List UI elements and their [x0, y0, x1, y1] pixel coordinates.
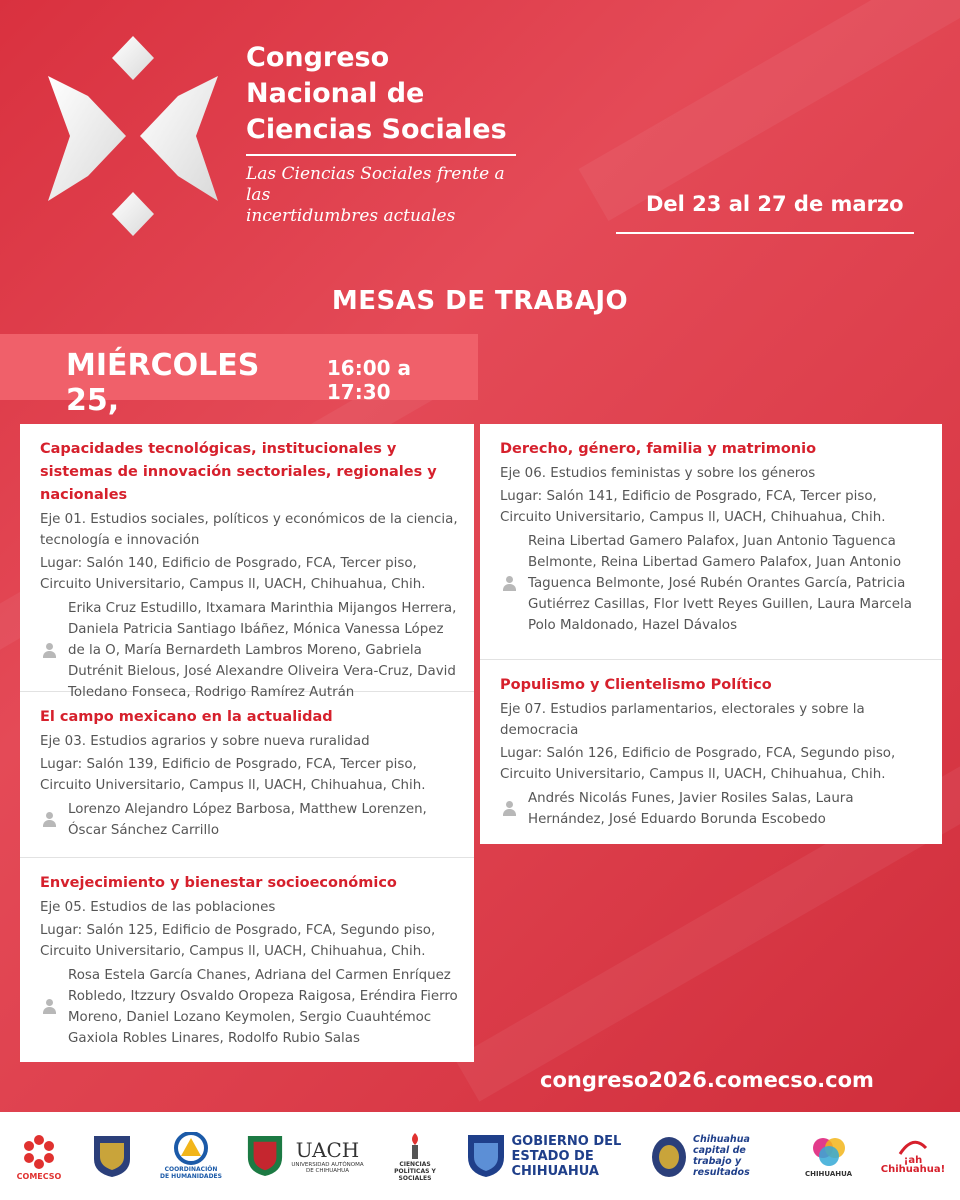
gobierno-chihuahua-logo-text: GOBIERNO DEL ESTADO DE CHIHUAHUA	[511, 1133, 622, 1179]
mesa-participants	[40, 598, 458, 703]
chihuahua-state-shield-icon	[466, 1133, 506, 1179]
participants-list: Rosa Estela García Chanes, Adriana del Carmen Enríquez Robledo, Itzzury Osvaldo Oropeza Raigosa, Eréndira Fierro Moreno, Daniel Lozano Keymolen, Sergio Cuauhtémoc Gaxiola Robles Linares, Rodolfo Rubio Salas	[68, 968, 458, 1046]
mesa-eje: Eje 07. Estudios parlamentarios, electorales y sobre la democracia	[500, 702, 865, 738]
unam-logo	[87, 1121, 137, 1191]
uach-sub-logo-text: UNIVERSIDAD AUTÓNOMA DE CHIHUAHUA	[291, 1162, 364, 1174]
unam-shield-icon	[91, 1133, 133, 1179]
congress-url-link[interactable]: congreso2026.comecso.com	[540, 1068, 874, 1092]
comecso-logo	[14, 1121, 64, 1191]
mesa-participants	[40, 965, 458, 1049]
person-icon	[40, 642, 62, 660]
roman-numeral-x-logo	[48, 36, 218, 236]
congress-title-block	[246, 40, 526, 227]
chihuahua-municipal-shield-icon	[649, 1133, 689, 1179]
sponsor-footer	[0, 1112, 960, 1200]
ciencias-politicas-logo	[388, 1121, 442, 1191]
uach-logo-text: UACH	[295, 1138, 360, 1162]
participants-list: Reina Libertad Gamero Palafox, Juan Antonio Taguenca Belmonte, Reina Libertad Gamero Palafox, Juan Antonio Taguenca Belmonte, José Rubén Orantes García, Patricia Gutiérrez Casillas, Flor Ivett Reyes Guillen, Laura Marcela Polo Maldonado, Hazel Dávalos	[528, 534, 912, 633]
chihuahua-capital-logo-text: Chihuahua capital de trabajo y resultados	[693, 1134, 750, 1178]
right-mesas-card	[480, 424, 942, 844]
mesa-eje: Eje 01. Estudios sociales, políticos y económicos de la ciencia, tecnología e innovación	[40, 512, 458, 548]
congress-title-line-1: Congreso	[246, 42, 390, 73]
person-icon	[500, 800, 522, 818]
congress-title-line-3: Ciencias Sociales	[246, 114, 507, 145]
gobierno-chihuahua-logo	[465, 1121, 625, 1191]
mesa-item	[20, 858, 474, 1059]
chihuahua-convenciones-logo	[800, 1121, 858, 1191]
congress-title-line-2: Nacional de	[246, 78, 425, 109]
mesa-lugar: Lugar: Salón 141, Edificio de Posgrado, FCA, Tercer piso, Circuito Universitario, Campus ll, UACH, Chihuahua, Chih.	[500, 489, 886, 525]
participants-list: Erika Cruz Estudillo, Itxamara Marinthia Mijangos Herrera, Daniela Patricia Santiago Ibáñez, Mónica Vanessa López de la O, María Bernardeth Lambros Moreno, Gabriela Dutrénit Bielous, José Alexandre Oliveira Vera-Cruz, David Toledano Fonseca, Rodrigo Ramírez Autrán	[68, 601, 457, 700]
mesa-title: Derecho, género, familia y matrimonio	[500, 441, 817, 457]
mesa-item	[480, 424, 942, 660]
mesa-item	[20, 692, 474, 858]
humanidades-logo-text: COORDINACIÓN DE HUMANIDADES	[160, 1166, 222, 1180]
congress-subtitle-line-2: incertidumbres actuales	[246, 206, 456, 226]
person-icon	[500, 575, 522, 593]
comecso-flower-icon	[19, 1132, 59, 1172]
mesa-title: El campo mexicano en la actualidad	[40, 709, 333, 725]
mesa-title: Populismo y Clientelismo Político	[500, 677, 772, 693]
mesa-participants	[40, 799, 458, 841]
ah-chihuahua-logo	[880, 1121, 946, 1191]
mesa-title: Envejecimiento y bienestar socioeconómico	[40, 875, 397, 891]
day-banner	[0, 334, 478, 418]
chihuahua-convenciones-logo-text: CHIHUAHUA	[804, 1169, 853, 1178]
ah-chihuahua-logo-text: ¡ah Chihuahua!	[880, 1155, 946, 1175]
coordinacion-humanidades-logo	[159, 1121, 223, 1191]
participants-list: Lorenzo Alejandro López Barbosa, Matthew Lorenzen, Óscar Sánchez Carrillo	[68, 802, 427, 838]
mesa-lugar: Lugar: Salón 140, Edificio de Posgrado, FCA, Tercer piso, Circuito Universitario, Campus ll, UACH, Chihuahua, Chih.	[40, 556, 426, 592]
ah-chihuahua-swoosh-icon	[898, 1138, 928, 1156]
humanidades-icon	[173, 1132, 209, 1166]
day-time: 16:00 a 17:30	[326, 356, 412, 404]
person-icon	[40, 811, 62, 829]
mesa-lugar: Lugar: Salón 139, Edificio de Posgrado, FCA, Tercer piso, Circuito Universitario, Campus ll, UACH, Chihuahua, Chih.	[40, 757, 426, 793]
congress-subtitle-line-1: Las Ciencias Sociales frente a las	[246, 164, 505, 205]
mesa-item	[20, 424, 474, 700]
left-mesas-card	[20, 424, 474, 1062]
uach-logo	[246, 1121, 366, 1191]
ciencias-politicas-logo-text: CIENCIAS POLÍTICAS Y SOCIALES	[394, 1160, 436, 1182]
mesa-participants	[500, 788, 926, 830]
mesa-eje: Eje 05. Estudios de las poblaciones	[40, 900, 276, 915]
mesa-participants	[500, 531, 926, 636]
comecso-logo-text: COMECSO	[16, 1171, 62, 1181]
participants-list: Andrés Nicolás Funes, Javier Rosiles Salas, Laura Hernández, José Eduardo Borunda Escobedo	[528, 791, 854, 827]
event-dates: Del 23 al 27 de marzo	[646, 192, 904, 216]
uach-shield-icon	[246, 1133, 284, 1179]
mesa-eje: Eje 03. Estudios agrarios y sobre nueva ruralidad	[40, 734, 370, 749]
chihuahua-capital-logo	[647, 1121, 777, 1191]
mesa-lugar: Lugar: Salón 125, Edificio de Posgrado, FCA, Segundo piso, Circuito Universitario, Campus ll, UACH, Chihuahua, Chih.	[40, 923, 436, 959]
person-icon	[40, 998, 62, 1016]
section-title: MESAS DE TRABAJO	[331, 286, 629, 316]
mesa-item	[480, 660, 942, 840]
mesa-lugar: Lugar: Salón 126, Edificio de Posgrado, FCA, Segundo piso, Circuito Universitario, Campus ll, UACH, Chihuahua, Chih.	[500, 746, 896, 782]
title-divider	[246, 154, 516, 156]
dates-underline	[616, 232, 914, 234]
torch-icon	[405, 1131, 425, 1161]
day-label: MIÉRCOLES 25,	[66, 348, 260, 418]
mesa-eje: Eje 06. Estudios feministas y sobre los géneros	[500, 466, 816, 481]
mesa-title: Capacidades tecnológicas, institucionales y sistemas de innovación sectoriales, regionales y nacionales	[40, 441, 437, 503]
chihuahua-colorful-icon	[809, 1134, 849, 1170]
